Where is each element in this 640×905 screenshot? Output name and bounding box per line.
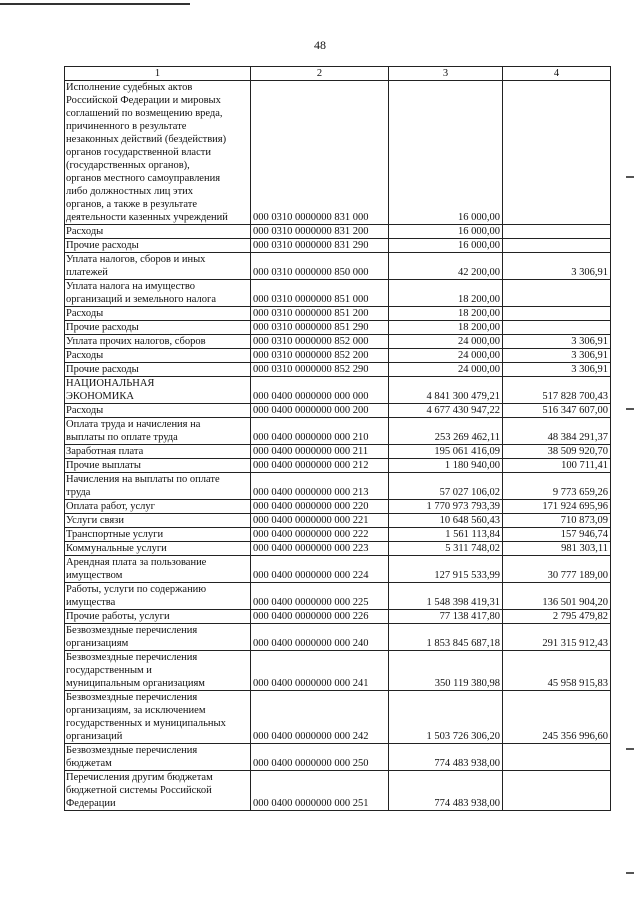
row-col3: 24 000,00 [389, 335, 503, 349]
edge-mark [626, 748, 634, 750]
table-row [65, 81, 611, 225]
row-name: Транспортные услуги [65, 528, 251, 542]
row-col3: 1 548 398 419,31 [389, 583, 503, 610]
row-col3: 57 027 106,02 [389, 473, 503, 500]
row-col3: 18 200,00 [389, 307, 503, 321]
table-row [65, 418, 611, 445]
row-code: 000 0310 0000000 831 000 [251, 81, 389, 225]
row-name: Расходы [65, 404, 251, 418]
header-col-3: 3 [389, 67, 503, 81]
row-code: 000 0400 0000000 000 210 [251, 418, 389, 445]
table-row [65, 253, 611, 280]
row-name: Оплата труда и начисления на выплаты по оплате труда [65, 418, 251, 445]
row-col3: 253 269 462,11 [389, 418, 503, 445]
row-name: Перечисления другим бюджетам бюджетной системы Российской Федерации [65, 771, 251, 811]
row-code: 000 0310 0000000 852 000 [251, 335, 389, 349]
row-col3: 16 000,00 [389, 239, 503, 253]
table-row [65, 528, 611, 542]
row-name: Безвозмездные перечисления организациям [65, 624, 251, 651]
row-col3: 1 853 845 687,18 [389, 624, 503, 651]
row-col3: 774 483 938,00 [389, 771, 503, 811]
row-name: Заработная плата [65, 445, 251, 459]
table-row [65, 473, 611, 500]
row-col4: 100 711,41 [503, 459, 611, 473]
table-row [65, 445, 611, 459]
header-col-2: 2 [251, 67, 389, 81]
row-name: Услуги связи [65, 514, 251, 528]
table-row [65, 744, 611, 771]
row-code: 000 0400 0000000 000 200 [251, 404, 389, 418]
row-col3: 77 138 417,80 [389, 610, 503, 624]
table-row [65, 610, 611, 624]
row-col3: 1 180 940,00 [389, 459, 503, 473]
row-code: 000 0400 0000000 000 000 [251, 377, 389, 404]
row-col4: 3 306,91 [503, 253, 611, 280]
row-code: 000 0400 0000000 000 212 [251, 459, 389, 473]
row-code: 000 0400 0000000 000 223 [251, 542, 389, 556]
row-name: Расходы [65, 307, 251, 321]
table-row [65, 771, 611, 811]
row-name: Прочие расходы [65, 239, 251, 253]
row-code: 000 0400 0000000 000 242 [251, 691, 389, 744]
row-col3: 350 119 380,98 [389, 651, 503, 691]
table-row [65, 651, 611, 691]
row-name: Уплата налогов, сборов и иных платежей [65, 253, 251, 280]
row-name: Безвозмездные перечисления бюджетам [65, 744, 251, 771]
row-name: Прочие расходы [65, 363, 251, 377]
table-row [65, 307, 611, 321]
row-col3: 24 000,00 [389, 363, 503, 377]
row-col3: 16 000,00 [389, 81, 503, 225]
row-col4 [503, 321, 611, 335]
row-col3: 18 200,00 [389, 321, 503, 335]
page-number: 48 [314, 38, 326, 52]
row-name: Расходы [65, 349, 251, 363]
row-col4: 157 946,74 [503, 528, 611, 542]
table-row [65, 691, 611, 744]
row-col4 [503, 225, 611, 239]
row-col4: 3 306,91 [503, 363, 611, 377]
row-code: 000 0400 0000000 000 221 [251, 514, 389, 528]
table-row [65, 459, 611, 473]
table-row [65, 225, 611, 239]
row-code: 000 0400 0000000 000 241 [251, 651, 389, 691]
edge-mark [626, 408, 634, 410]
table-row [65, 280, 611, 307]
table-row [65, 321, 611, 335]
row-col4: 517 828 700,43 [503, 377, 611, 404]
row-code: 000 0400 0000000 000 224 [251, 556, 389, 583]
table-row [65, 349, 611, 363]
table-row [65, 377, 611, 404]
row-name: Безвозмездные перечисления организациям, за исключением государственных и муниципальных организаций [65, 691, 251, 744]
row-col3: 5 311 748,02 [389, 542, 503, 556]
row-name: Прочие расходы [65, 321, 251, 335]
row-code: 000 0400 0000000 000 240 [251, 624, 389, 651]
row-code: 000 0310 0000000 851 290 [251, 321, 389, 335]
row-col3: 4 677 430 947,22 [389, 404, 503, 418]
row-name: Оплата работ, услуг [65, 500, 251, 514]
row-code: 000 0400 0000000 000 211 [251, 445, 389, 459]
report-table [64, 66, 611, 811]
row-col4: 2 795 479,82 [503, 610, 611, 624]
row-col4: 30 777 189,00 [503, 556, 611, 583]
header-col-1: 1 [65, 67, 251, 81]
row-col4 [503, 239, 611, 253]
row-col3: 774 483 938,00 [389, 744, 503, 771]
row-col4: 291 315 912,43 [503, 624, 611, 651]
row-col4: 171 924 695,96 [503, 500, 611, 514]
edge-mark [626, 872, 634, 874]
row-col4: 981 303,11 [503, 542, 611, 556]
row-col4: 3 306,91 [503, 335, 611, 349]
row-col4: 245 356 996,60 [503, 691, 611, 744]
row-name: Прочие выплаты [65, 459, 251, 473]
table-row [65, 542, 611, 556]
table-row [65, 556, 611, 583]
row-name: Уплата прочих налогов, сборов [65, 335, 251, 349]
row-name: Безвозмездные перечисления государственным и муниципальным организациям [65, 651, 251, 691]
row-col4: 3 306,91 [503, 349, 611, 363]
row-col4 [503, 81, 611, 225]
row-code: 000 0400 0000000 000 250 [251, 744, 389, 771]
header-col-4: 4 [503, 67, 611, 81]
row-col3: 195 061 416,09 [389, 445, 503, 459]
table-row [65, 583, 611, 610]
row-col4: 48 384 291,37 [503, 418, 611, 445]
row-col3: 18 200,00 [389, 280, 503, 307]
row-col3: 127 915 533,99 [389, 556, 503, 583]
row-code: 000 0310 0000000 851 200 [251, 307, 389, 321]
row-code: 000 0400 0000000 000 225 [251, 583, 389, 610]
row-col4: 136 501 904,20 [503, 583, 611, 610]
table-row [65, 624, 611, 651]
row-col4: 516 347 607,00 [503, 404, 611, 418]
row-code: 000 0310 0000000 831 200 [251, 225, 389, 239]
row-col3: 4 841 300 479,21 [389, 377, 503, 404]
row-code: 000 0310 0000000 852 290 [251, 363, 389, 377]
header-row [65, 67, 611, 81]
row-code: 000 0400 0000000 000 251 [251, 771, 389, 811]
row-col4: 38 509 920,70 [503, 445, 611, 459]
row-code: 000 0310 0000000 852 200 [251, 349, 389, 363]
row-col4 [503, 771, 611, 811]
top-rule [0, 3, 190, 5]
row-col3: 42 200,00 [389, 253, 503, 280]
row-name: Начисления на выплаты по оплате труда [65, 473, 251, 500]
row-col3: 10 648 560,43 [389, 514, 503, 528]
row-name: Уплата налога на имущество организаций и земельного налога [65, 280, 251, 307]
row-col3: 1 503 726 306,20 [389, 691, 503, 744]
row-col3: 1 561 113,84 [389, 528, 503, 542]
row-col3: 16 000,00 [389, 225, 503, 239]
row-col4: 9 773 659,26 [503, 473, 611, 500]
table-row [65, 363, 611, 377]
row-code: 000 0310 0000000 831 290 [251, 239, 389, 253]
row-name: Арендная плата за пользование имуществом [65, 556, 251, 583]
table-row [65, 500, 611, 514]
row-col4 [503, 280, 611, 307]
row-code: 000 0400 0000000 000 213 [251, 473, 389, 500]
row-code: 000 0400 0000000 000 222 [251, 528, 389, 542]
row-col4 [503, 307, 611, 321]
row-name: Коммунальные услуги [65, 542, 251, 556]
edge-mark [626, 176, 634, 178]
row-col4: 710 873,09 [503, 514, 611, 528]
row-code: 000 0310 0000000 851 000 [251, 280, 389, 307]
row-col4 [503, 744, 611, 771]
row-col3: 1 770 973 793,39 [389, 500, 503, 514]
row-col4: 45 958 915,83 [503, 651, 611, 691]
row-name: Работы, услуги по содержанию имущества [65, 583, 251, 610]
row-col3: 24 000,00 [389, 349, 503, 363]
table-row [65, 335, 611, 349]
table-row [65, 239, 611, 253]
row-name: Расходы [65, 225, 251, 239]
row-name: Прочие работы, услуги [65, 610, 251, 624]
table-row [65, 514, 611, 528]
row-name: Исполнение судебных актов Российской Федерации и мировых соглашений по возмещению вреда, причиненного в результате незаконных действий (бездействия) органов государственной власти (государственных органов), органов местного самоуправления либо должностных лиц этих органов, а также в результате деятельности казенных учреждений [65, 81, 251, 225]
row-code: 000 0400 0000000 000 226 [251, 610, 389, 624]
row-code: 000 0310 0000000 850 000 [251, 253, 389, 280]
table-row [65, 404, 611, 418]
row-code: 000 0400 0000000 000 220 [251, 500, 389, 514]
row-name: НАЦИОНАЛЬНАЯ ЭКОНОМИКА [65, 377, 251, 404]
